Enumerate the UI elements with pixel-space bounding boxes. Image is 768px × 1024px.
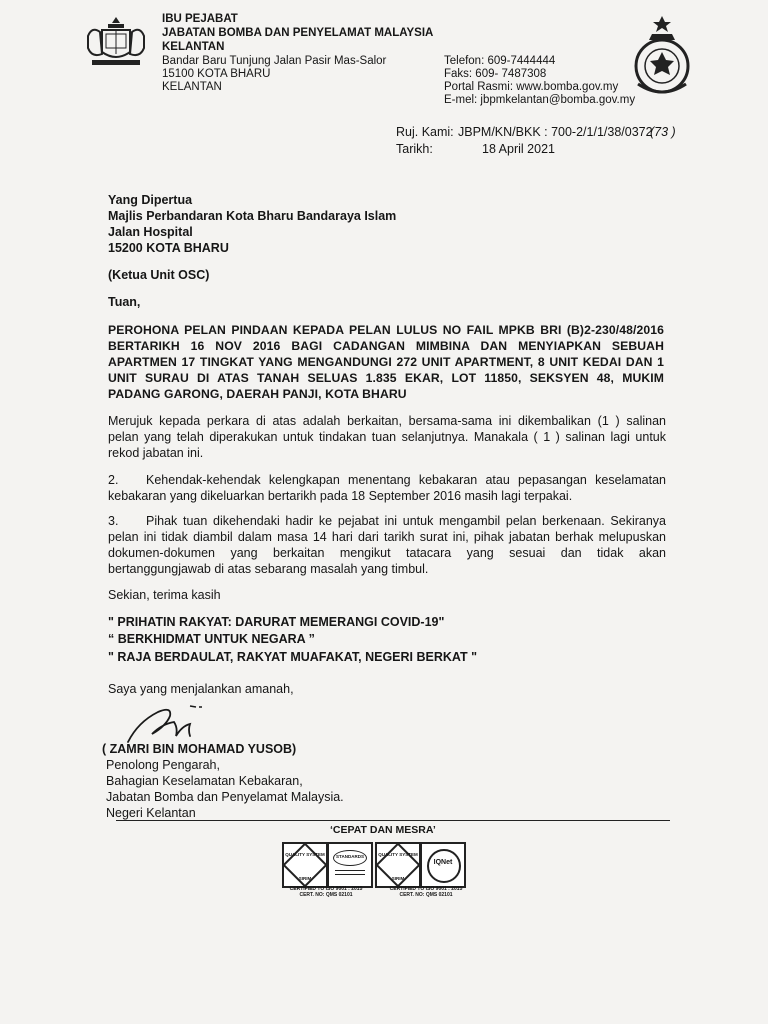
header-address-2: 15100 KOTA BHARU xyxy=(162,68,271,80)
header-address-3: KELANTAN xyxy=(162,81,222,93)
paragraph-line: kebakaran yang dikeluarkan bertarikh pada 18 September 2016 masih lagi terpakai. xyxy=(108,489,573,503)
standards-badge xyxy=(327,842,373,888)
sirim-quality-badge-2 xyxy=(375,842,421,888)
amanah-line: Saya yang menjalankan amanah, xyxy=(108,682,294,696)
slogan-1: " PRIHATIN RAKYAT: DARURAT MEMERANGI COVID-19" xyxy=(108,615,445,629)
recipient-line-1: Yang Dipertua xyxy=(108,193,193,207)
badge-label: STANDARDS xyxy=(336,854,364,859)
subject-block xyxy=(108,322,664,402)
header-line-3: KELANTAN xyxy=(162,41,225,53)
badge-label: QUALITY SYSTEM xyxy=(285,852,325,857)
signatory-title-4: Negeri Kelantan xyxy=(106,806,196,820)
badge-label: QUALITY SYSTEM xyxy=(378,852,418,857)
footer-motto: ‘CEPAT DAN MESRA’ xyxy=(330,824,436,836)
paragraph-3-number: 3. xyxy=(108,514,119,528)
header-line-1: IBU PEJABAT xyxy=(162,13,238,25)
subject-line: PADANG GARONG, DAERAH PANJI, KOTA BHARU xyxy=(108,387,407,401)
bomba-emblem-logo xyxy=(630,14,694,98)
badge-label: SIRIM xyxy=(298,876,312,881)
reference-handwritten-number: (73 ) xyxy=(650,125,676,139)
paragraph-line: dokumen-dokumen yang berkaitan mengikut tatacara yang sesuai dan tidak akan xyxy=(108,546,666,560)
header-fax: Faks: 609- 7487308 xyxy=(444,68,547,80)
recipient-line-4: 15200 KOTA BHARU xyxy=(108,241,229,255)
certification-number: CERT. NO: QMS 02101 xyxy=(399,892,453,898)
subject-line: APARTMEN 17 TINGKAT YANG MENGANDUNGI 272 UNIT APARTMENT, 8 UNIT KEDAI DAN 1 xyxy=(108,355,664,369)
header-line-2: JABATAN BOMBA DAN PENYELAMAT MALAYSIA xyxy=(162,27,434,39)
certification-2 xyxy=(376,886,476,898)
badge-label: IQNet xyxy=(433,859,453,866)
date-value: 18 April 2021 xyxy=(482,142,555,156)
certification-standard: CERTIFIED TO ISO 9001 : 2015 xyxy=(289,886,363,892)
header-portal: Portal Rasmi: www.bomba.gov.my xyxy=(444,81,619,93)
sirim-quality-badge-1 xyxy=(282,842,328,888)
recipient-line-3: Jalan Hospital xyxy=(108,225,193,239)
signatory-title-1: Penolong Pengarah, xyxy=(106,758,220,772)
paragraph-line: bertanggungjawab di atas sebarang masalah yang timbul. xyxy=(108,562,429,576)
paragraph-line: Merujuk kepada perkara di atas adalah berkaitan, bersama-sama ini dikembalikan (1 ) salinan xyxy=(108,414,666,428)
paragraph-line: pelan yang telah diperakukan untuk tindakan tuan selanjutnya. Manakala ( 1 ) salinan lagi untuk xyxy=(108,430,666,444)
reference-number: JBPM/KN/BKK : 700-2/1/1/38/0372 xyxy=(458,125,653,139)
certification-number: CERT. NO: QMS 02101 xyxy=(299,892,353,898)
header-phone: Telefon: 609-7444444 xyxy=(444,55,556,67)
paragraph-line: Pihak tuan dikehendaki hadir ke pejabat ini untuk mengambil pelan berkenaan. Sekiranya xyxy=(146,514,666,528)
recipient-unit: (Ketua Unit OSC) xyxy=(108,268,210,282)
recipient-line-2: Majlis Perbandaran Kota Bharu Bandaraya Islam xyxy=(108,209,397,223)
paragraph-line: rekod jabatan ini. xyxy=(108,446,204,460)
paragraph-2-number: 2. xyxy=(108,473,119,487)
coat-of-arms-logo xyxy=(78,14,154,72)
paragraph-1 xyxy=(108,413,666,461)
signatory-title-2: Bahagian Keselamatan Kebakaran, xyxy=(106,774,303,788)
slogan-3: " RAJA BERDAULAT, RAKYAT MUAFAKAT, NEGERI BERKAT " xyxy=(108,650,478,664)
footer-divider xyxy=(116,820,670,821)
paragraph-3 xyxy=(108,513,666,577)
iqnet-badge xyxy=(420,842,466,888)
paragraph-line: pelan ini tidak diambil dalam masa 14 hari dari tarikh surat ini, pihak jabatan berhak melupuskan xyxy=(108,530,666,544)
signatory-title-3: Jabatan Bomba dan Penyelamat Malaysia. xyxy=(106,790,344,804)
badge-label: SIRIM xyxy=(391,876,405,881)
header-email: E-mel: jbpmkelantan@bomba.gov.my xyxy=(444,94,636,106)
certification-standard: CERTIFIED TO ISO 9001 : 2015 xyxy=(389,886,463,892)
subject-line: PEROHONA PELAN PINDAAN KEPADA PELAN LULUS NO FAIL MPKB BRI (B)2-230/48/2016 xyxy=(108,323,664,337)
paragraph-2 xyxy=(108,472,666,504)
certification-1 xyxy=(276,886,376,898)
paragraph-line: Kehendak-kehendak kelengkapan menentang kebakaran atau pepasangan keselamatan xyxy=(146,473,666,487)
date-label: Tarikh: xyxy=(396,142,433,156)
reference-label: Ruj. Kami: xyxy=(396,125,454,139)
header-address-1: Bandar Baru Tunjung Jalan Pasir Mas-Salor xyxy=(162,55,387,67)
signatory-name: ( ZAMRI BIN MOHAMAD YUSOB) xyxy=(102,742,297,756)
subject-line: UNIT SURAU DI ATAS TANAH SELUAS 1.835 EKAR, LOT 11850, SEKSYEN 48, MUKIM xyxy=(108,371,664,385)
slogan-2: “ BERKHIDMAT UNTUK NEGARA ” xyxy=(108,632,315,646)
closing: Sekian, terima kasih xyxy=(108,588,221,602)
subject-line: BERTARIKH 16 NOV 2016 BAGI CADANGAN MIMBINA DAN MENYIAPKAN SEBUAH xyxy=(108,339,664,353)
salutation: Tuan, xyxy=(108,295,141,309)
